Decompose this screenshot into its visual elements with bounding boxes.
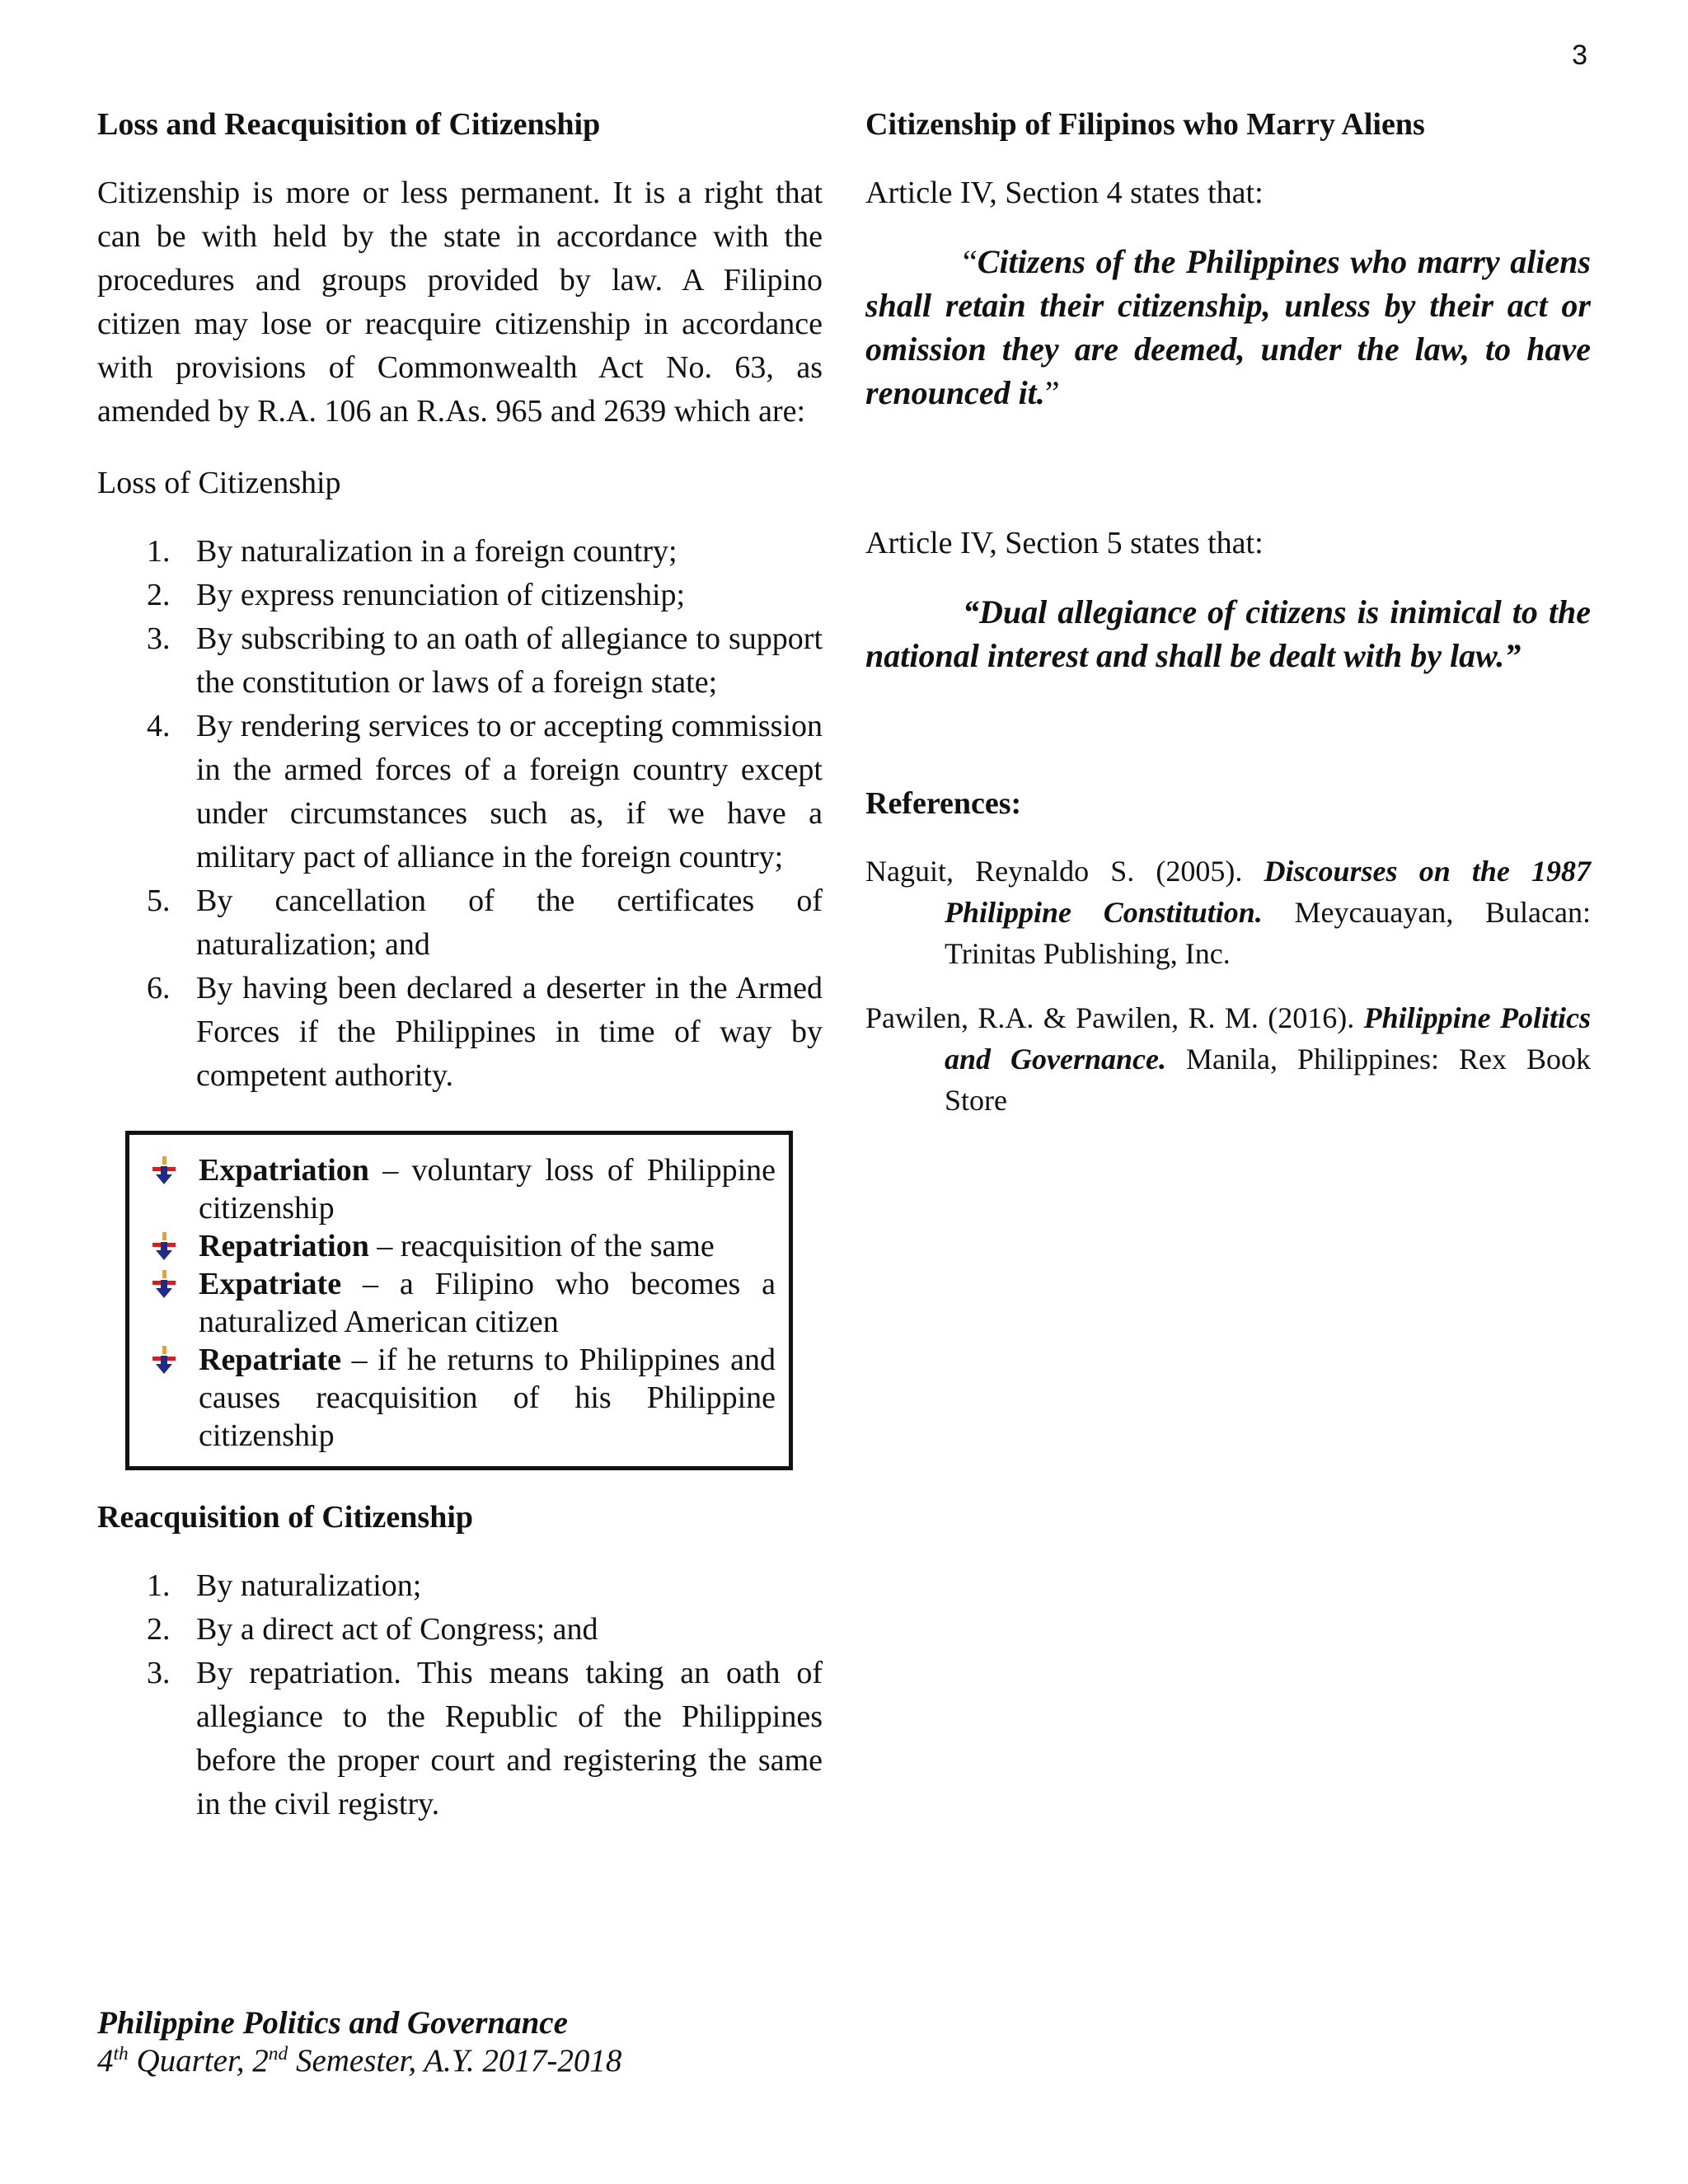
loss-of-citizenship-label: Loss of Citizenship [97, 466, 341, 500]
reference-author: Pawilen, R.A. & Pawilen, R. M. (2016). [865, 1001, 1364, 1034]
list-number: 1. [147, 1568, 171, 1603]
left-column [97, 105, 823, 1859]
list-item [97, 1564, 823, 1608]
reference-title: Discourses on the 1987 Philippine Constitution. [945, 855, 1592, 929]
reference-entry [865, 851, 1591, 974]
section-5-quote: “Dual allegiance of citizens is inimical to the national interest and shall be dealt with by law.” [865, 593, 1591, 674]
footer-semester-number: 2 [252, 2043, 269, 2079]
definition-item [148, 1151, 776, 1227]
list-number: 3. [147, 1656, 171, 1690]
section-heading-marry-aliens: Citizenship of Filipinos who Marry Aliens [865, 107, 1425, 142]
definition-term: Expatriate [199, 1267, 342, 1301]
footer-term [97, 2042, 621, 2080]
page-number: 3 [1572, 40, 1587, 71]
footer-quarter-word: Quarter, [128, 2043, 253, 2079]
list-item [97, 1652, 823, 1826]
definition-text: – reacquisition of the same [368, 1229, 715, 1263]
arrow-down-bullet-icon [151, 1270, 177, 1298]
section-4-intro: Article IV, Section 4 states that: [865, 176, 1264, 210]
list-item-text: By naturalization in a foreign country; [196, 534, 678, 569]
footer-quarter-number: 4 [97, 2043, 114, 2079]
reference-author: Naguit, Reynaldo S. (2005). [865, 855, 1264, 888]
list-item-text: By rendering services to or accepting commission in the armed forces of a foreign country except under circumstances such as, if we have a military pact of alliance in the foreign country; [196, 709, 823, 874]
list-item [97, 967, 823, 1098]
reacquisition-list [97, 1564, 823, 1826]
list-number: 3. [147, 621, 171, 656]
footer-course-title: Philippine Politics and Governance [97, 2005, 568, 2041]
list-item [97, 574, 823, 617]
definition-item [148, 1341, 776, 1455]
list-item-text: By a direct act of Congress; and [196, 1612, 598, 1647]
definition-text: – if he returns to Philippines and causes reacquisition of his Philippine citizenship [199, 1343, 776, 1453]
list-number: 2. [147, 578, 171, 612]
list-item [97, 530, 823, 574]
list-number: 5. [147, 883, 171, 918]
reference-publisher: Manila, Philippines: Rex Book Store [945, 1043, 1591, 1117]
definition-term: Repatriation [199, 1229, 369, 1263]
section-heading-loss-reacquisition: Loss and Reacquisition of Citizenship [97, 107, 601, 142]
definition-text: – voluntary loss of Philippine citizenship [199, 1153, 776, 1226]
list-item-text: By subscribing to an oath of allegiance to support the constitution or laws of a foreign state; [196, 621, 823, 700]
list-number: 1. [147, 534, 171, 569]
quote-text: Citizens of the Philippines who marry aliens shall retain their citizenship, unless by their act or omission they are deemed, under the law, to have renounced it. [865, 243, 1591, 411]
list-number: 2. [147, 1612, 171, 1647]
definition-term: Repatriate [199, 1343, 342, 1377]
footer-semester-suffix: nd [268, 2043, 288, 2064]
list-item-text: By cancellation of the certificates of naturalization; and [196, 883, 823, 962]
list-item-text: By having been declared a deserter in the Armed Forces if the Philippines in time of way by competent authority. [196, 971, 823, 1093]
definition-text: – a Filipino who becomes a naturalized American citizen [199, 1267, 776, 1339]
quote-close-mark: ” [1044, 374, 1060, 411]
section-5-intro: Article IV, Section 5 states that: [865, 526, 1264, 560]
definition-term: Expatriation [199, 1153, 369, 1188]
list-item [97, 1608, 823, 1652]
section-heading-reacquisition: Reacquisition of Citizenship [97, 1500, 474, 1535]
arrow-down-bullet-icon [151, 1156, 177, 1184]
arrow-down-bullet-icon [151, 1232, 177, 1260]
footer-semester-rest: Semester, A.Y. 2017-2018 [288, 2043, 622, 2079]
list-number: 6. [147, 971, 171, 1005]
definitions-box [125, 1131, 793, 1470]
reference-publisher: Meycauayan, Bulacan: Trinitas Publishing, Inc. [945, 896, 1591, 970]
loss-list [97, 530, 823, 1098]
list-number: 4. [147, 709, 171, 743]
intro-paragraph: Citizenship is more or less permanent. It is a right that can be with held by the state in accordance with the procedures and groups provided by law. A Filipino citizen may lose or reacquire citizenship in accordance with provisions of Commonwealth Act No. 63, as amended by R.A. 106 an R.As. 965 and 2639 which are: [97, 176, 823, 429]
list-item-text: By repatriation. This means taking an oath of allegiance to the Republic of the Philippines before the proper court and registering the same in the civil registry. [196, 1656, 823, 1821]
list-item [97, 879, 823, 967]
list-item [97, 617, 823, 705]
reference-title: Philippine Politics and Governance. [945, 1001, 1591, 1076]
definition-item [148, 1265, 776, 1341]
list-item-text: By naturalization; [196, 1568, 422, 1603]
right-column [865, 105, 1591, 1144]
page-footer [97, 2004, 621, 2080]
section-4-quote [865, 240, 1591, 415]
definition-item [148, 1227, 776, 1265]
quote-open-mark: “ [963, 243, 978, 280]
reference-entry [865, 997, 1591, 1121]
arrow-down-bullet-icon [151, 1346, 177, 1374]
references-heading: References: [865, 786, 1022, 821]
list-item-text: By express renunciation of citizenship; [196, 578, 686, 612]
list-item [97, 705, 823, 879]
footer-quarter-suffix: th [113, 2043, 129, 2064]
